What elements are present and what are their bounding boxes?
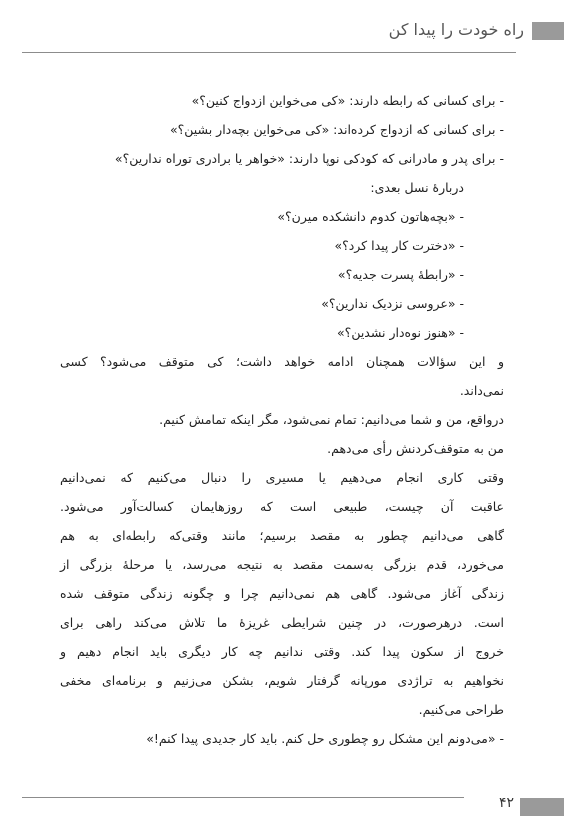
body-line: می‌خورد، قدم بزرگی به‌سمت مقصد به نتیجه می‌رسد، یا مرحلهٔ بزرگی از bbox=[60, 557, 504, 572]
body-line: وقتی کاری انجام می‌دهیم یا مسیری را دنبال می‌کنیم که نمی‌دانیم bbox=[60, 470, 504, 485]
running-header-title: راه خودت را پیدا کن bbox=[388, 20, 524, 39]
body-line: خروج از سکون پیدا کند. وقتی ندانیم چه کار دیگری باید انجام دهیم و bbox=[60, 644, 504, 659]
page-body bbox=[60, 86, 504, 753]
body-line: - «دخترت کار پیدا کرد؟» bbox=[334, 238, 464, 253]
body-line: گاهی می‌دانیم چطور به مقصد برسیم؛ مانند وقتی‌که رابطه‌ای به هم bbox=[60, 528, 504, 543]
body-line: زندگی آغاز می‌شود. گاهی هم نمی‌دانیم چرا و چگونه زندگی متوقف شده bbox=[60, 586, 504, 601]
header-accent-bar bbox=[532, 22, 564, 40]
body-line: - برای کسانی که رابطه دارند: «کی می‌خواین ازدواج کنین؟» bbox=[191, 93, 504, 108]
body-line: - برای پدر و مادرانی که کودکی نوپا دارند: «خواهر یا برادری توراه ندارین؟» bbox=[114, 151, 504, 166]
body-line: عاقبت آن چیست، طبیعی است که روزهایمان کسالت‌آور می‌شود. bbox=[60, 499, 504, 514]
body-line: - «بچه‌هاتون کدوم دانشکده میرن؟» bbox=[277, 209, 464, 224]
footer-rule bbox=[22, 797, 464, 798]
footer-accent-bar bbox=[520, 798, 564, 816]
body-line: نمی‌داند. bbox=[459, 383, 504, 398]
body-line: است. درهرصورت، در چنین شرایطی غریزهٔ ما تلاش می‌کند راهی برای bbox=[60, 615, 504, 630]
body-line: - «هنوز نوه‌دار نشدین؟» bbox=[337, 325, 464, 340]
body-line: - «عروسی نزدیک ندارین؟» bbox=[321, 296, 464, 311]
body-line: - «می‌دونم این مشکل رو چطوری حل کنم. باید کار جدیدی پیدا کنم!» bbox=[146, 731, 504, 746]
body-line: و این سؤالات همچنان ادامه خواهد داشت؛ کی متوقف می‌شود؟ کسی bbox=[60, 354, 504, 369]
page-number: ۴۲ bbox=[498, 795, 514, 811]
body-line: درواقع، من و شما می‌دانیم: تمام نمی‌شود، مگر اینکه تمامش کنیم. bbox=[159, 412, 504, 427]
body-line: طراحی می‌کنیم. bbox=[418, 702, 504, 717]
body-line: دربارهٔ نسل بعدی: bbox=[370, 180, 464, 195]
body-line: - «رابطهٔ پسرت جدیه؟» bbox=[337, 267, 464, 282]
body-line: من به متوقف‌کردنش رأی می‌دهم. bbox=[327, 441, 504, 456]
header-rule bbox=[22, 52, 516, 53]
body-line: - برای کسانی که ازدواج کرده‌اند: «کی می‌خواین بچه‌دار بشین؟» bbox=[169, 122, 504, 137]
body-line: نخواهیم به تراژدی مورپانه گرفتار شویم، بشکن می‌زنیم و برنامه‌ای مخفی bbox=[60, 673, 504, 688]
